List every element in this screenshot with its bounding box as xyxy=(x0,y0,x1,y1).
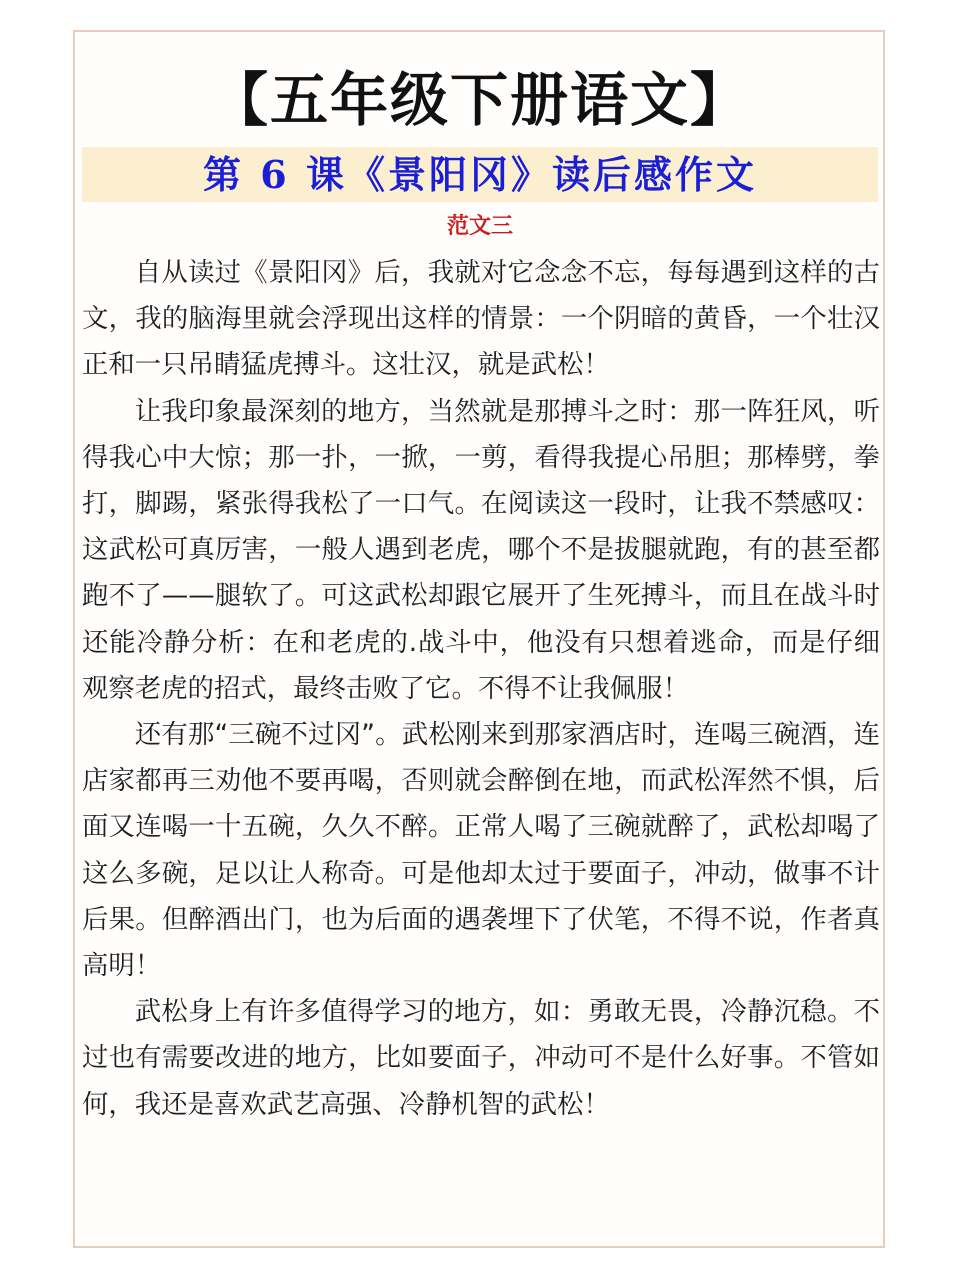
paragraph: 让我印象最深刻的地方，当然就是那搏斗之时：那一阵狂风，听得我心中大惊；那一扑，一掀，一剪，看得我提心吊胆；那棒劈，拳打，脚踢，紧张得我松了一口气。在阅读这一段时，让我不禁感叹：这武松可真厉害，一般人遇到老虎，哪个不是拔腿就跑，有的甚至都跑不了——腿软了。可这武松却跟它展开了生死搏斗，而且在战斗时还能冷静分析：在和老虎的.战斗中，他没有只想着逃命，而是仔细观察老虎的招式，最终击败了它。不得不让我佩服！ xyxy=(82,395,880,704)
paragraph: 武松身上有许多值得学习的地方，如：勇敢无畏，冷静沉稳。不过也有需要改进的地方，比如要面子，冲动可不是什么好事。不管如何，我还是喜欢武艺高强、冷静机智的武松！ xyxy=(82,996,880,1120)
main-title: 【五年级下册语文】 xyxy=(209,66,750,134)
subtitle: 第 6 课《景阳冈》读后感作文 xyxy=(203,152,757,197)
essay-label: 范文三 xyxy=(446,214,513,239)
essay-body xyxy=(82,250,880,1128)
paragraph: 还有那“三碗不过冈”。武松刚来到那家酒店时，连喝三碗酒，连店家都再三劝他不要再喝，否则就会醉倒在地，而武松浑然不惧，后面又连喝一十五碗，久久不醉。正常人喝了三碗就醉了，武松却喝了这么多碗，足以让人称奇。可是他却太过于要面子，冲动，做事不计后果。但醉酒出门，也为后面的遇袭埋下了伏笔，不得不说，作者真高明！ xyxy=(82,719,880,982)
paragraph: 自从读过《景阳冈》后，我就对它念念不忘，每每遇到这样的古文，我的脑海里就会浮现出这样的情景：一个阴暗的黄昏，一个壮汉正和一只吊睛猛虎搏斗。这壮汉，就是武松！ xyxy=(82,257,880,381)
